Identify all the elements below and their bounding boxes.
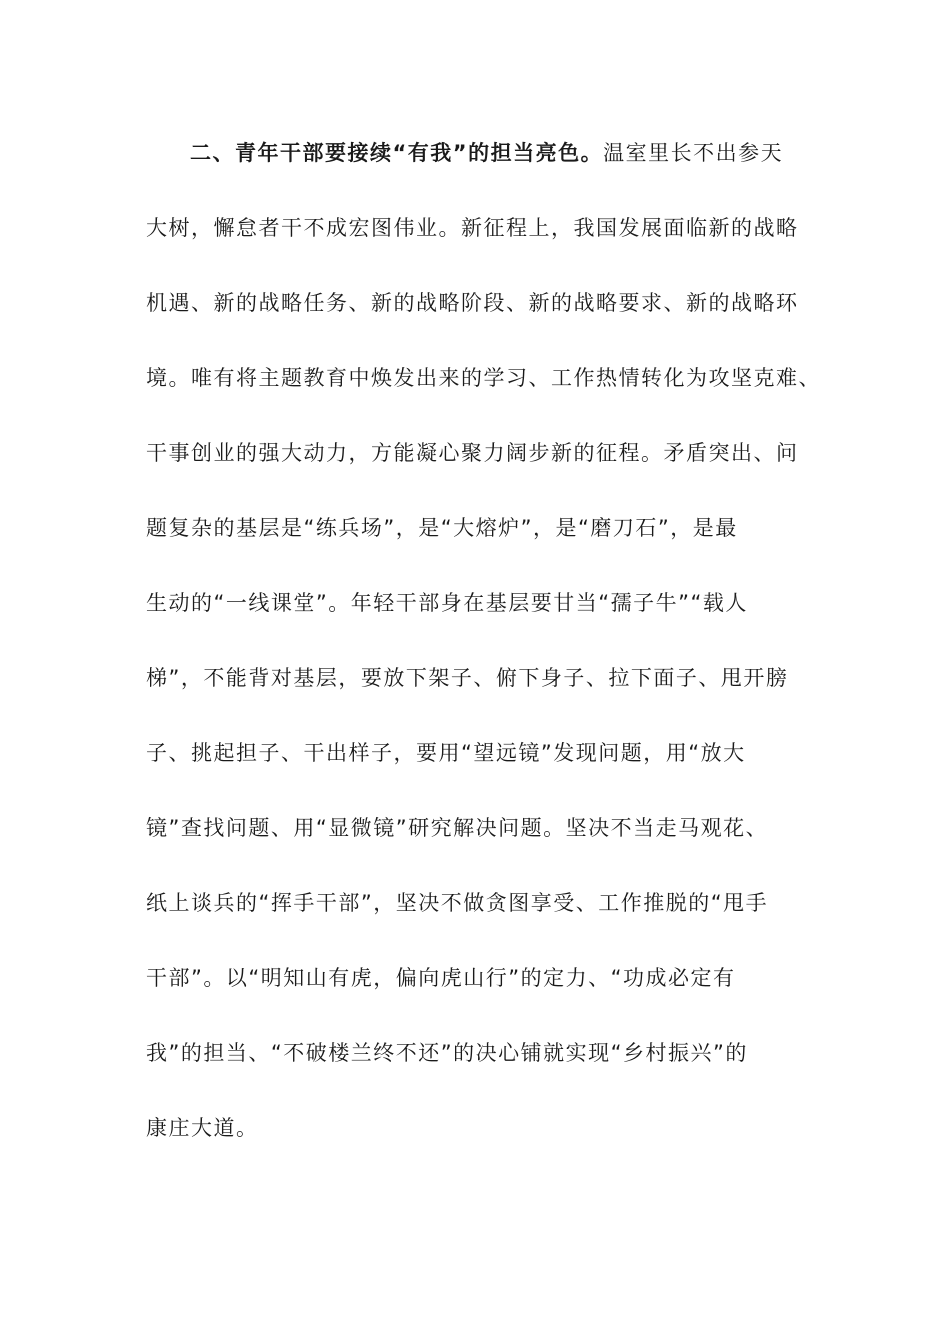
paragraph-line: 题复杂的基层是“练兵场”，是“大熔炉”，是“磨刀石”，是最: [146, 516, 738, 540]
paragraph-line: 梯”，不能背对基层，要放下架子、俯下身子、拉下面子、甩开膀: [146, 666, 789, 690]
paragraph-line-1: [146, 133, 796, 208]
paragraph-line: 生动的“一线课堂”。年轻干部身在基层要甘当“孺子牛”“载人: [146, 591, 748, 615]
paragraph-line: 大树，懈怠者干不成宏图伟业。新征程上，我国发展面临新的战略: [146, 216, 799, 240]
paragraph-line: 康庄大道。: [146, 1116, 259, 1140]
paragraph-line: 我”的担当、“不破楼兰终不还”的决心铺就实现“乡村振兴”的: [146, 1041, 748, 1065]
paragraph-line: 境。唯有将主题教育中焕发出来的学习、工作热情转化为攻坚克难、: [146, 366, 821, 390]
section-heading: 二、青年干部要接续“有我”的担当亮色。: [190, 141, 604, 165]
paragraph-line: 子、挑起担子、干出样子，要用“望远镜”发现问题，用“放大: [146, 741, 746, 765]
paragraph-line: 干部”。以“明知山有虎，偏向虎山行”的定力、“功成必定有: [146, 966, 736, 990]
paragraph-line: 纸上谈兵的“挥手干部”，坚决不做贪图享受、工作推脱的“甩手: [146, 891, 769, 915]
paragraph-line: 镜”查找问题、用“显微镜”研究解决问题。坚决不当走马观花、: [146, 816, 769, 840]
first-line-text: 温室里长不出参天: [603, 141, 784, 165]
paragraph-line: 机遇、新的战略任务、新的战略阶段、新的战略要求、新的战略环: [146, 291, 799, 315]
paragraph-line: 干事创业的强大动力，方能凝心聚力阔步新的征程。矛盾突出、问: [146, 441, 799, 465]
body-paragraph: [146, 133, 821, 1183]
